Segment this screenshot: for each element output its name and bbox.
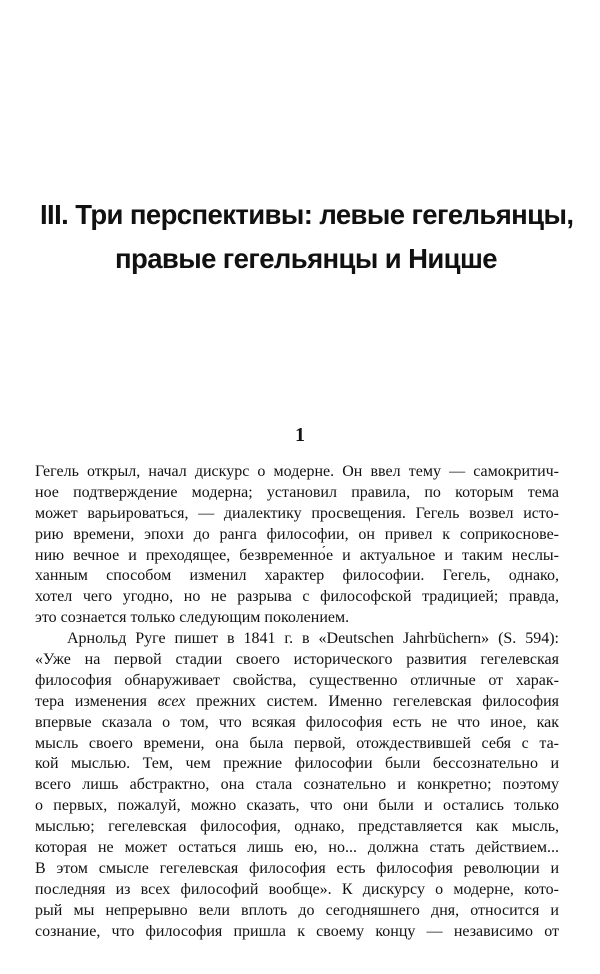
emphasis-word: всех (157, 692, 186, 710)
text-line: может варьироваться, — диалектику просвещения. Гегель возвел исто- (35, 504, 559, 522)
text-line: кой мыслью. Тем, чем прежние философии были бессознательно и (35, 755, 559, 773)
text-line-with-emphasis (35, 692, 559, 713)
text-line: мыслью; гегелевская философия, однако, представляется как мысль, (35, 818, 559, 836)
chapter-title-line-1: III. Три перспективы: левые гегельянцы, (40, 199, 574, 230)
chapter-title (40, 193, 572, 281)
text-line: сознание, что философия пришла к своему концу — независимо от (35, 922, 559, 940)
text-line: В этом смысле гегелевская философия есть философия революции и (35, 859, 559, 877)
text-line: всего лишь абстрактно, она стала сознательно и конкретно; поэтому (35, 776, 559, 794)
paragraph-1 (35, 462, 559, 629)
text-line: «Уже на первой стадии своего исторического развития гегелевская (35, 651, 559, 669)
text-line: впервые сказала о том, что всякая философия есть не что иное, как (35, 713, 559, 731)
text-line: рый мы непрерывно вели вплоть до сегодняшнего дня, относится и (35, 901, 559, 919)
text-line: о первых, пожалуй, можно сказать, что они были и остались только (35, 797, 559, 815)
text-line: ное подтверждение модерна; установил правила, по которым тема (35, 483, 559, 501)
body-text (35, 462, 559, 942)
text-line: ханным способом изменил характер философии. Гегель, однако, (35, 567, 559, 585)
text-line: которая не может остаться лишь ею, но... должна стать действием... (35, 839, 559, 857)
chapter-title-line-2: правые гегельянцы и Ницше (114, 243, 498, 274)
text-line: нию вечное и преходящее, безвременно́е и актуальное и таким неслы- (35, 546, 559, 564)
text-line: философия обнаруживает свойства, существенно отличные от харак- (35, 671, 559, 689)
text-line: рию времени, эпохи до ранга философии, он привел к соприкоснове- (35, 525, 559, 543)
text-line: хотел чего угодно, но не разрыва с философской традицией; правда, (35, 588, 559, 606)
text-line: Гегель открыл, начал дискурс о модерне. Он ввел тему — самокритич- (35, 463, 559, 480)
text-line: Арнольд Руге пишет в 1841 г. в «Deutschen Jahrbüchern» (S. 594): (67, 630, 559, 648)
text-line: последняя из всех философий вообще». К дискурсу о модерне, кото- (35, 880, 559, 898)
text-segment: прежних систем. Именно гегелевская философия (185, 692, 559, 710)
text-line: мысль своего времени, она была первой, отождествившей себя с та- (35, 734, 559, 752)
text-line: это сознается только следующим поколением. (35, 609, 350, 627)
section-number: 1 (295, 424, 305, 446)
paragraph-2 (35, 629, 559, 942)
text-segment: тера изменения (35, 692, 158, 710)
